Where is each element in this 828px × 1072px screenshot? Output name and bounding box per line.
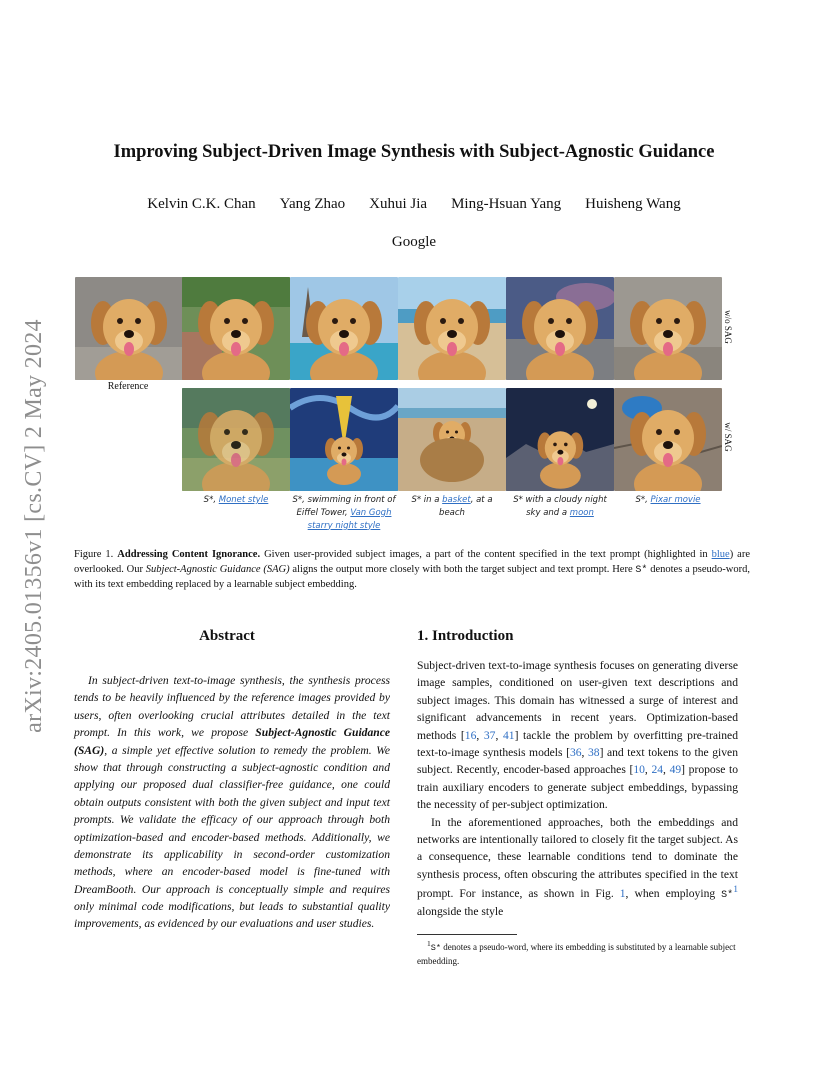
citation-link[interactable]: 24 [651, 763, 664, 777]
result-image-sag-2 [290, 388, 398, 491]
section-heading: 1. Introduction [417, 628, 514, 644]
citation-link[interactable]: 49 [669, 763, 682, 777]
paragraph: In the aforementioned approaches, both the embeddings and networks are intentionally tailored to closely fit the target subject. As a consequence, these learnable conditions tend to dominate the synthesis process, often obscuring the attributes specified in the text prompt. For instance, as shown in Fig. 1, when employing S*$^1$ alongside the style [417, 815, 739, 918]
prompt-caption: S*, Monet style [203, 495, 269, 505]
result-image-wo-sag-1 [182, 277, 290, 380]
arxiv-watermark: arXiv:2405.01356v1 [cs.CV] 2 May 2024 [21, 319, 47, 733]
citation-link[interactable]: 38 [587, 745, 600, 759]
citation-link[interactable]: 37 [483, 728, 496, 742]
result-image-wo-sag-4 [506, 277, 614, 380]
result-image-sag-3 [398, 388, 506, 491]
row-label-wo-sag: w/o SAG [723, 310, 733, 344]
author: Huisheng Wang [585, 196, 681, 212]
prompt-caption: S*, Pixar movie [635, 495, 701, 505]
paragraph: Subject-driven text-to-image synthesis focuses on generating diverse image samples, conditioned on user-given text descriptions and subject images. This domain has witnessed a surge of interest and significant advancements in recent years. Optimization-based methods [16, 37, 41] tackle the problem by overfitting pre-trained text-to-image synthesis models [36, 38] and text tokens to the given subject. Recently, encoder-based approaches [10, 24, 49] propose to train auxiliary encoders to generate subject embeddings, bypassing the necessity of per-subject optimization. [417, 659, 739, 812]
author-list [0, 196, 828, 213]
reference-image [75, 277, 183, 380]
citation-link[interactable]: 16 [464, 728, 477, 742]
footnote-rule [417, 934, 517, 935]
prompt-caption: S*, swimming in front of Eiffel Tower, Van Gogh starry night style [292, 495, 396, 531]
row-label-w-sag: w/ SAG [723, 422, 733, 452]
affiliation: Google [391, 234, 437, 250]
footnote: $^1$S* denotes a pseudo-word, where its embedding is substituted by a learnable subject embedding. [417, 939, 736, 966]
abstract-body: In subject-driven text-to-image synthesis, the synthesis process tends to be heavily influenced by the reference images provided by users, often overlooking crucial attributes detailed in the text prompt. In this work, we propose Subject-Agnostic Guidance (SAG), a simple yet effective solution to remedy the problem. We show that through constructing a subject-agnostic condition and applying our proposed dual classifier-free guidance, one could obtain outputs consistent with both the given subject and input text prompts. We validate the efficacy of our approach through both optimization-based and encoder-based methods. Additionally, we demonstrate its applicability in second-order customization methods, where an encoder-based model is fine-tuned with DreamBooth. Our approach is conceptually simple and requires only minimal code modifications, but leads to substantial quality improvements, as evidenced by our evaluations and user studies. [74, 674, 391, 931]
citation-link[interactable]: 10 [633, 763, 645, 777]
author: Xuhui Jia [369, 196, 428, 212]
author: Yang Zhao [279, 196, 346, 212]
paper-title: Improving Subject-Driven Image Synthesis with Subject-Agnostic Guidance [113, 142, 715, 162]
prompt-caption: S* in a basket, at a beach [411, 495, 493, 518]
result-image-sag-1 [182, 388, 290, 491]
introduction-body [417, 657, 738, 920]
figure-link[interactable]: 1 [619, 886, 626, 900]
footnote-link[interactable]: 1 [733, 884, 739, 896]
result-image-wo-sag-2 [290, 277, 398, 380]
abstract-heading: Abstract [199, 628, 255, 644]
result-image-sag-4 [506, 388, 614, 491]
result-image-wo-sag-5 [614, 277, 722, 380]
reference-label: Reference [107, 381, 149, 392]
result-image-sag-5 [614, 388, 722, 491]
author: Kelvin C.K. Chan [147, 196, 256, 212]
prompt-caption: S* with a cloudy night sky and a moon [513, 495, 607, 518]
result-image-wo-sag-3 [398, 277, 506, 380]
citation-link[interactable]: 41 [502, 728, 515, 742]
figure-caption: Figure 1. Addressing Content Ignorance. Given user-provided subject images, a part of the content specified in the text prompt (highlighted in blue) are overlooked. Our Subject-Agnostic Guidance (SAG) aligns the output more closely with both the target subject and text prompt. Here S* denotes a pseudo-word, with its text embedding replaced by a learnable subject embedding. [74, 549, 750, 590]
author: Ming-Hsuan Yang [451, 196, 562, 212]
citation-link[interactable]: 36 [569, 745, 582, 759]
